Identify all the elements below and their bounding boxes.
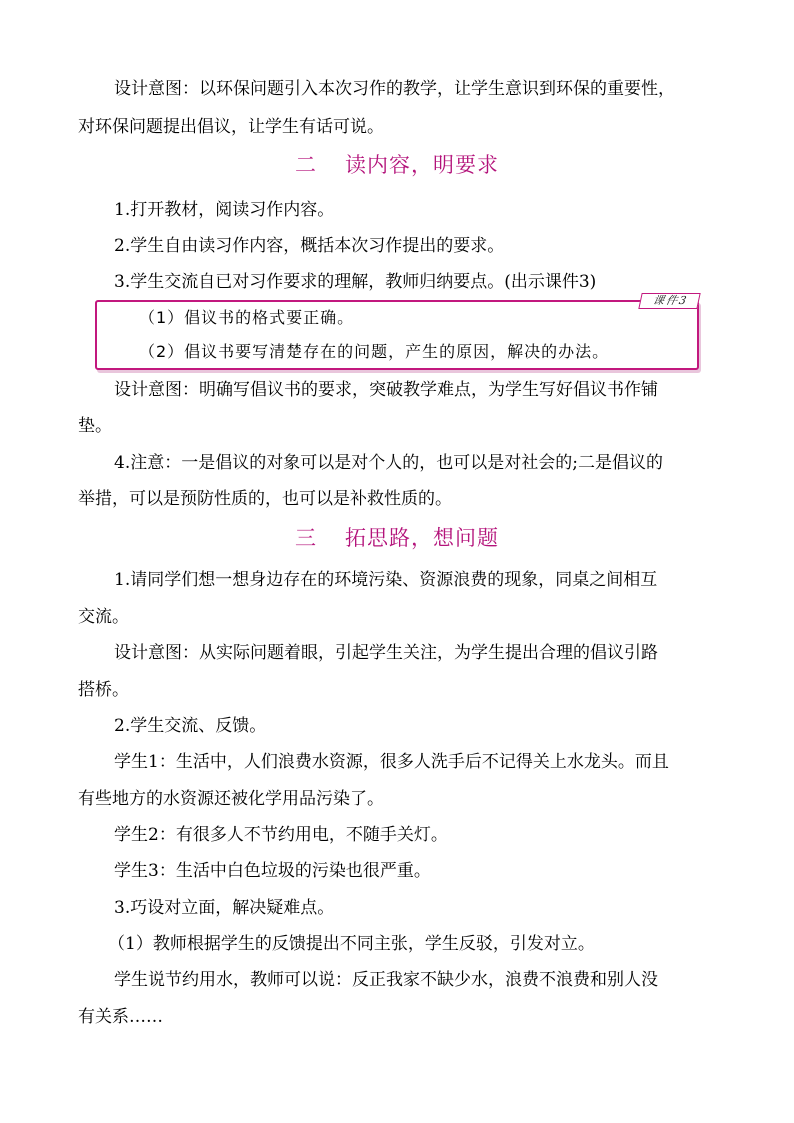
paragraph-line: 交流。 [78, 607, 129, 627]
callout-item: （1）倡议书的格式要正确。 [139, 308, 355, 327]
paragraph-line: （1）教师根据学生的反馈提出不同主张，学生反驳，引发对立。 [108, 934, 595, 954]
paragraph-line: 学生说节约用水，教师可以说：反正我家不缺少水，浪费不浪费和别人没 [114, 970, 658, 990]
paragraph-line: 对环保问题提出倡议，让学生有话可说。 [78, 117, 384, 137]
section-title: 读内容，明要求 [345, 153, 499, 177]
section-number: 三 [295, 526, 317, 550]
paragraph-line: 搭桥。 [78, 680, 129, 700]
paragraph-line: 设计意图：以环保问题引入本次习作的教学，让学生意识到环保的重要性， [114, 79, 675, 99]
callout-item: （2）倡议书要写清楚存在的问题，产生的原因，解决的办法。 [139, 342, 610, 361]
paragraph-line: 4.注意：一是倡议的对象可以是对个人的，也可以是对社会的;二是倡议的 [114, 453, 663, 473]
paragraph-line: 设计意图：明确写倡议书的要求，突破教学难点，为学生写好倡议书作铺 [114, 380, 658, 400]
paragraph-line: 2.学生交流、反馈。 [114, 716, 267, 736]
section-heading-3 [0, 526, 794, 550]
paragraph-line: 3.巧设对立面，解决疑难点。 [114, 898, 335, 918]
paragraph-line: 1.请同学们想一想身边存在的环境污染、资源浪费的现象，同桌之间相互 [114, 570, 658, 590]
courseware-callout-box [95, 294, 699, 370]
paragraph-line: 设计意图：从实际问题着眼，引起学生关注，为学生提出合理的倡议引路 [114, 643, 658, 663]
paragraph-line: 举措，可以是预防性质的，也可以是补救性质的。 [78, 489, 452, 509]
paragraph-line: 学生1：生活中，人们浪费水资源，很多人洗手后不记得关上水龙头。而且 [114, 752, 669, 772]
paragraph-line: 垫。 [78, 416, 112, 436]
section-title: 拓思路，想问题 [345, 526, 499, 550]
paragraph-line: 3.学生交流自已对习作要求的理解，教师归纳要点。(出示课件3) [114, 272, 597, 292]
section-heading-2 [0, 153, 794, 177]
paragraph-line: 学生2：有很多人不节约用电，不随手关灯。 [114, 825, 448, 845]
paragraph-line: 2.学生自由读习作内容，概括本次习作提出的要求。 [114, 236, 505, 256]
paragraph-line: 有关系…… [78, 1007, 163, 1027]
paragraph-line: 有些地方的水资源还被化学用品污染了。 [78, 789, 384, 809]
courseware-tab-label: 课件3 [638, 293, 700, 309]
section-number: 二 [295, 153, 317, 177]
paragraph-line: 1.打开教材，阅读习作内容。 [114, 200, 335, 220]
paragraph-line: 学生3：生活中白色垃圾的污染也很严重。 [114, 861, 431, 881]
